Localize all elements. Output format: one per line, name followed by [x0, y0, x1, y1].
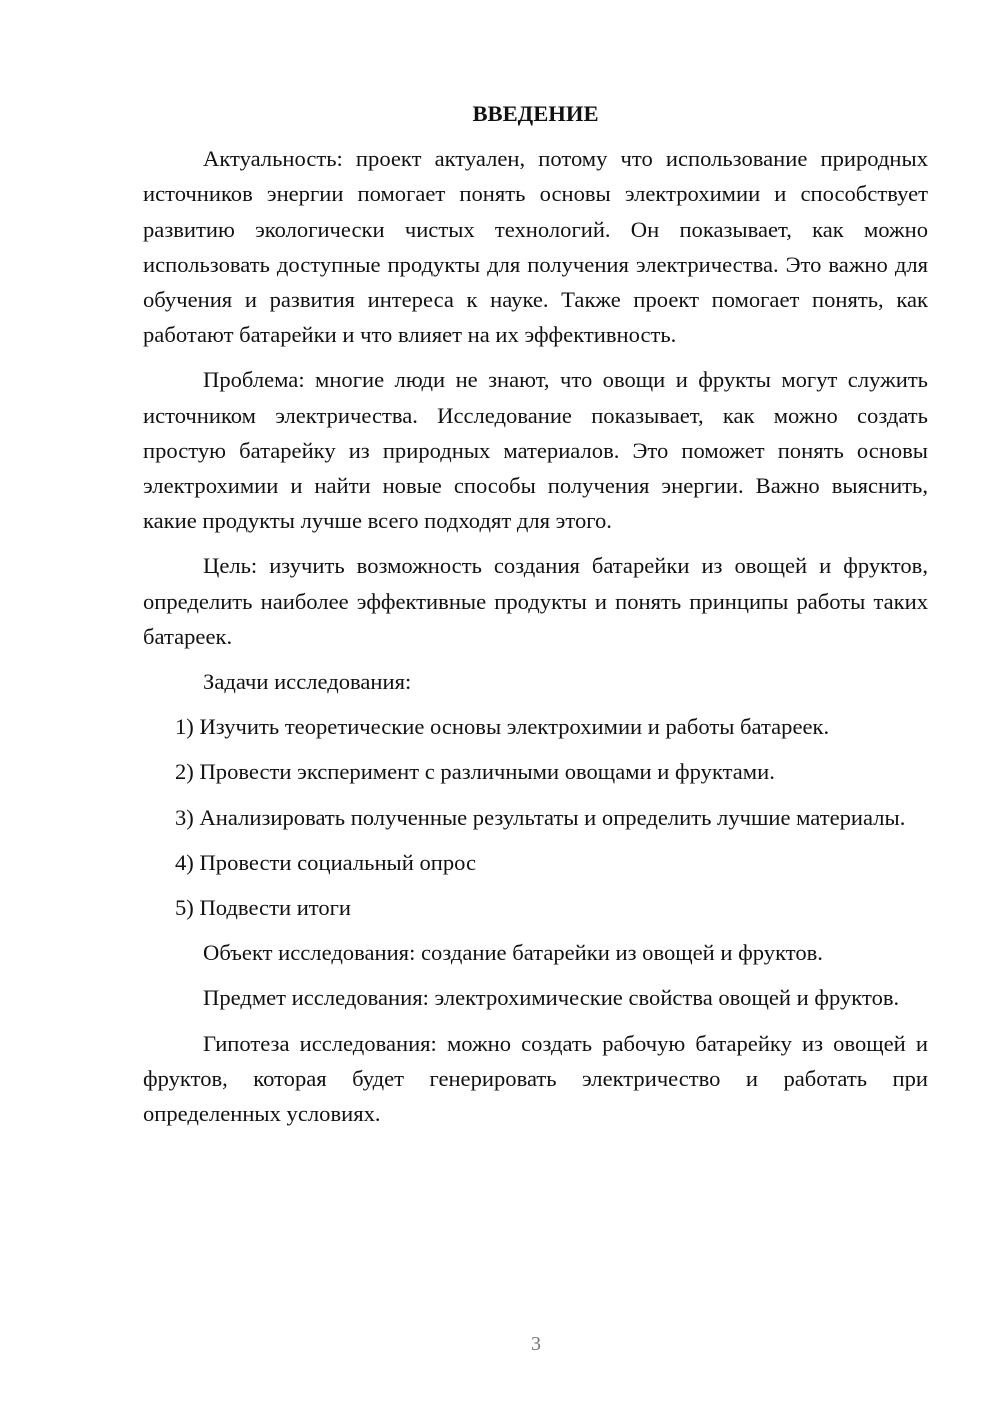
tasks-heading: Задачи исследования:	[203, 669, 412, 695]
page-number: 3	[531, 1333, 541, 1355]
goal-paragraph: Цель: изучить возможность создания батарейки из овощей и фруктов, определить наиболее эффективные продукты и понять принципы работы таких батареек.	[143, 553, 928, 649]
relevance-paragraph: Актуальность: проект актуален, потому что использование природных источников энергии помогает понять основы электрохимии и способствует развитию экологически чистых технологий. Он показывает, как можно использовать доступные продукты для получения электричества. Это важно для обучения и развития интереса к науке. Также проект помогает понять, как работают батарейки и что влияет на их эффективность.	[143, 146, 928, 348]
problem-paragraph: Проблема: многие люди не знают, что овощи и фрукты могут служить источником электричества. Исследование показывает, как можно создать простую батарейку из природных материалов. Это поможет понять основы электрохимии и найти новые способы получения энергии. Важно выяснить, какие продукты лучше всего подходят для этого.	[143, 367, 928, 534]
task-item-2: 2) Провести эксперимент с различными овощами и фруктами.	[175, 759, 775, 785]
section-title: ВВЕДЕНИЕ	[472, 101, 599, 126]
subject-paragraph: Предмет исследования: электрохимические свойства овощей и фруктов.	[203, 985, 900, 1011]
object-paragraph: Объект исследования: создание батарейки из овощей и фруктов.	[203, 940, 823, 966]
hypothesis-paragraph: Гипотеза исследования: можно создать рабочую батарейку из овощей и фруктов, которая будет генерировать электричество и работать при определенных условиях.	[143, 1030, 928, 1127]
task-item-3: 3) Анализировать полученные результаты и определить лучшие материалы.	[175, 804, 906, 830]
task-item-5: 5) Подвести итоги	[175, 895, 352, 921]
task-item-1: 1) Изучить теоретические основы электрохимии и работы батареек.	[175, 714, 830, 740]
page-content	[143, 96, 928, 1141]
task-item-4: 4) Провести социальный опрос	[175, 849, 477, 875]
